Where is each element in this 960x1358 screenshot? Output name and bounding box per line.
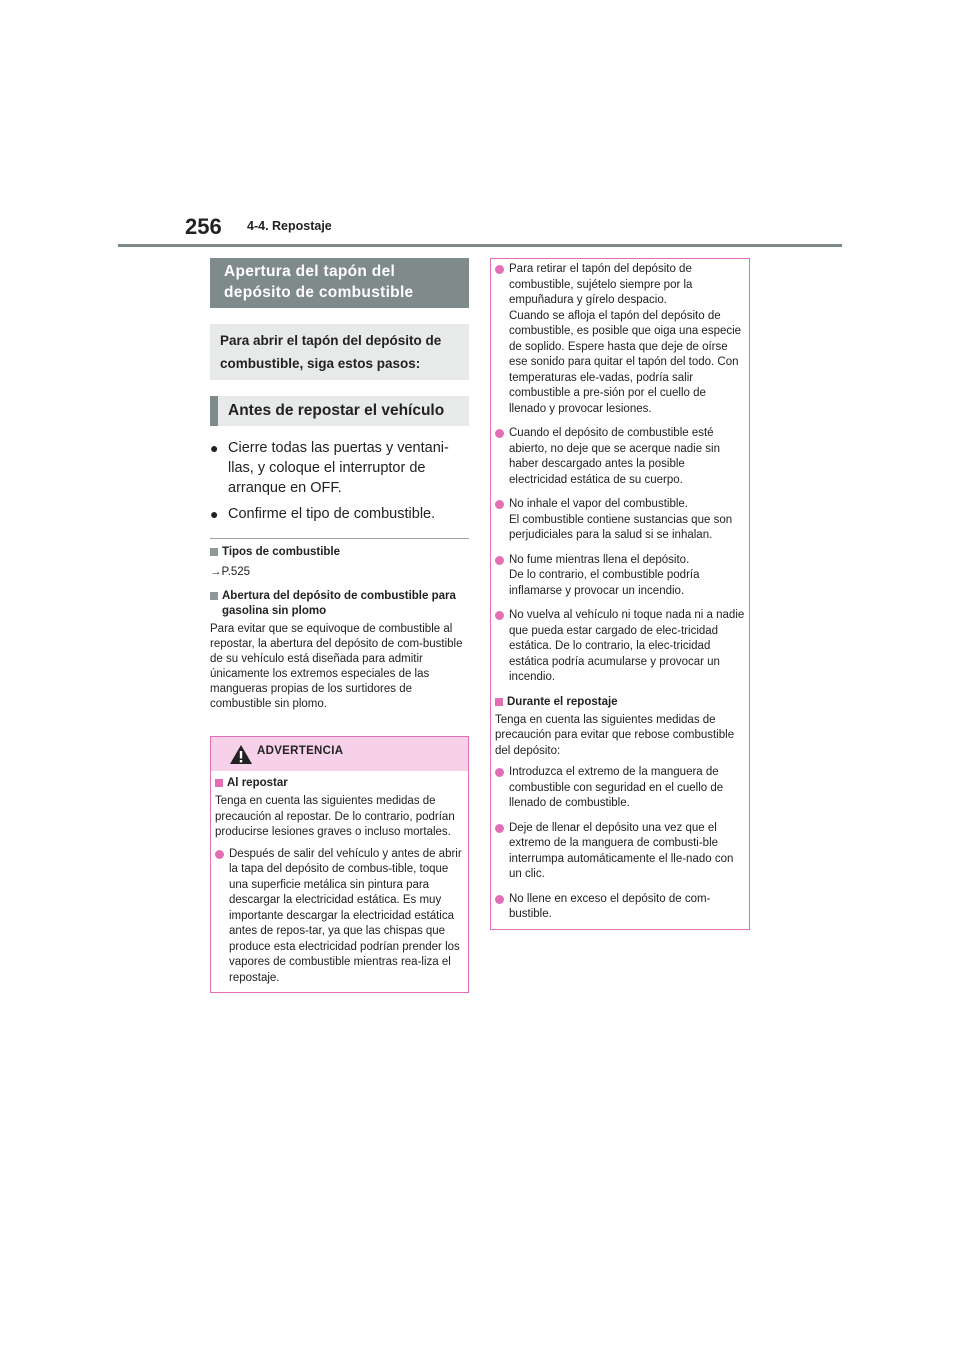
warning-item: Después de salir del vehículo y antes de abrir la tapa del depósito de combus-tible, toque una superficie metálica sin pintura para descargar la electricidad estática. Es muy importante descargar la electricidad estática antes de repos-tar, ya que las chispas que produce esta electricidad podrían prender los vapores de combustible mientras rea-liza el repostaje. [215, 847, 464, 987]
bullet-icon [495, 768, 504, 777]
subheading: Antes de repostar el vehículo [210, 396, 469, 426]
square-icon [210, 592, 218, 600]
warning-box-continued [490, 258, 750, 930]
bullet-icon [215, 850, 224, 859]
info-divider [210, 538, 469, 539]
right-column [490, 258, 750, 930]
bullet-icon [495, 824, 504, 833]
warning-label: ADVERTENCIA [257, 745, 344, 757]
info-text: Para evitar que se equivoque de combustible al repostar, la abertura del depósito de com-bustible de su vehículo está diseñada para admitir únicamente los extremos especiales de las mangueras propias de los surtidores de combustible sin plomo. [210, 623, 463, 710]
info-title: Abertura del depósito de combustible para gasolina sin plomo [210, 589, 469, 619]
warning-body [211, 776, 468, 992]
bullet-icon [495, 429, 504, 438]
list-item: ● Cierre todas las puertas y ventani-llas, y coloque el interruptor de arranque en OFF. [210, 440, 449, 496]
info-text: →P.525 [210, 566, 251, 578]
warning-header [211, 737, 468, 771]
section-label: 4-4. Repostaje [247, 219, 332, 233]
warning-item: No fume mientras llena el depósito. De lo contrario, el combustible podría inflamarse y provocar un incendio. [495, 553, 745, 600]
warning-triangle-icon [229, 744, 253, 765]
bullet-icon: ● [210, 506, 219, 522]
square-icon [215, 779, 223, 787]
warning-item: Deje de llenar el depósito una vez que el extremo de la manguera de combusti-ble interrumpa automáticamente el lle-nado con un clic. [495, 821, 745, 883]
section-heading: Apertura del tapón del depósito de combustible [210, 258, 469, 308]
warning-intro: Tenga en cuenta las siguientes medidas de precaución para evitar que rebose combustible del depósito: [495, 713, 735, 757]
warning-item: No vuelva al vehículo ni toque nada ni a nadie que pueda estar cargado de elec-tricidad estática. De lo contrario, la elec-tricidad estática podría acumularse y provocar un incendio. [495, 608, 745, 686]
page-number: 256 [185, 214, 222, 239]
warning-item: Para retirar el tapón del depósito de combustible, sujételo siempre por la empuñadura y gírelo despacio. Cuando se afloja el tapón del depósito de combustible, es posible que oiga una especie de soplido. Espere hasta que deje de oírse ese sonido para quitar el tapón del todo. Con temperaturas ele-vadas, podría salir combustible a pre-sión por el cuello de llenado y provocar lesiones. [495, 262, 745, 417]
bullet-list [210, 438, 469, 524]
warning-item: Cuando el depósito de combustible esté abierto, no deje que se acerque nadie sin haber descargado antes la posible electricidad estática de su cuerpo. [495, 426, 745, 488]
warning-intro: Tenga en cuenta las siguientes medidas de precaución al repostar. De lo contrario, podrían producirse lesiones graves o incluso mortales. [215, 795, 455, 838]
warning-item: Introduzca el extremo de la manguera de combustible con seguridad en el cuello de llenado de combustible. [495, 765, 745, 812]
bullet-icon: ● [210, 440, 219, 456]
instruction-box: Para abrir el tapón del depósito de combustible, siga estos pasos: [210, 324, 469, 380]
bullet-icon [495, 500, 504, 509]
bullet-icon [495, 265, 504, 274]
warning-body [491, 262, 749, 929]
list-item: ● Confirme el tipo de combustible. [210, 506, 436, 522]
bullet-icon [495, 611, 504, 620]
warning-title: Al repostar [215, 776, 464, 791]
warning-item: No inhale el vapor del combustible. El combustible contiene sustancias que son perjudiciales para la salud si se inhalan. [495, 497, 745, 544]
info-title: Tipos de combustible [210, 545, 469, 560]
square-icon [495, 698, 503, 706]
warning-title: Durante el repostaje [495, 695, 745, 710]
square-icon [210, 548, 218, 556]
header-rule [118, 244, 842, 247]
warning-item: No llene en exceso el depósito de com-bustible. [495, 892, 745, 923]
left-column [210, 258, 469, 993]
bullet-icon [495, 895, 504, 904]
bullet-icon [495, 556, 504, 565]
warning-box [210, 736, 469, 993]
